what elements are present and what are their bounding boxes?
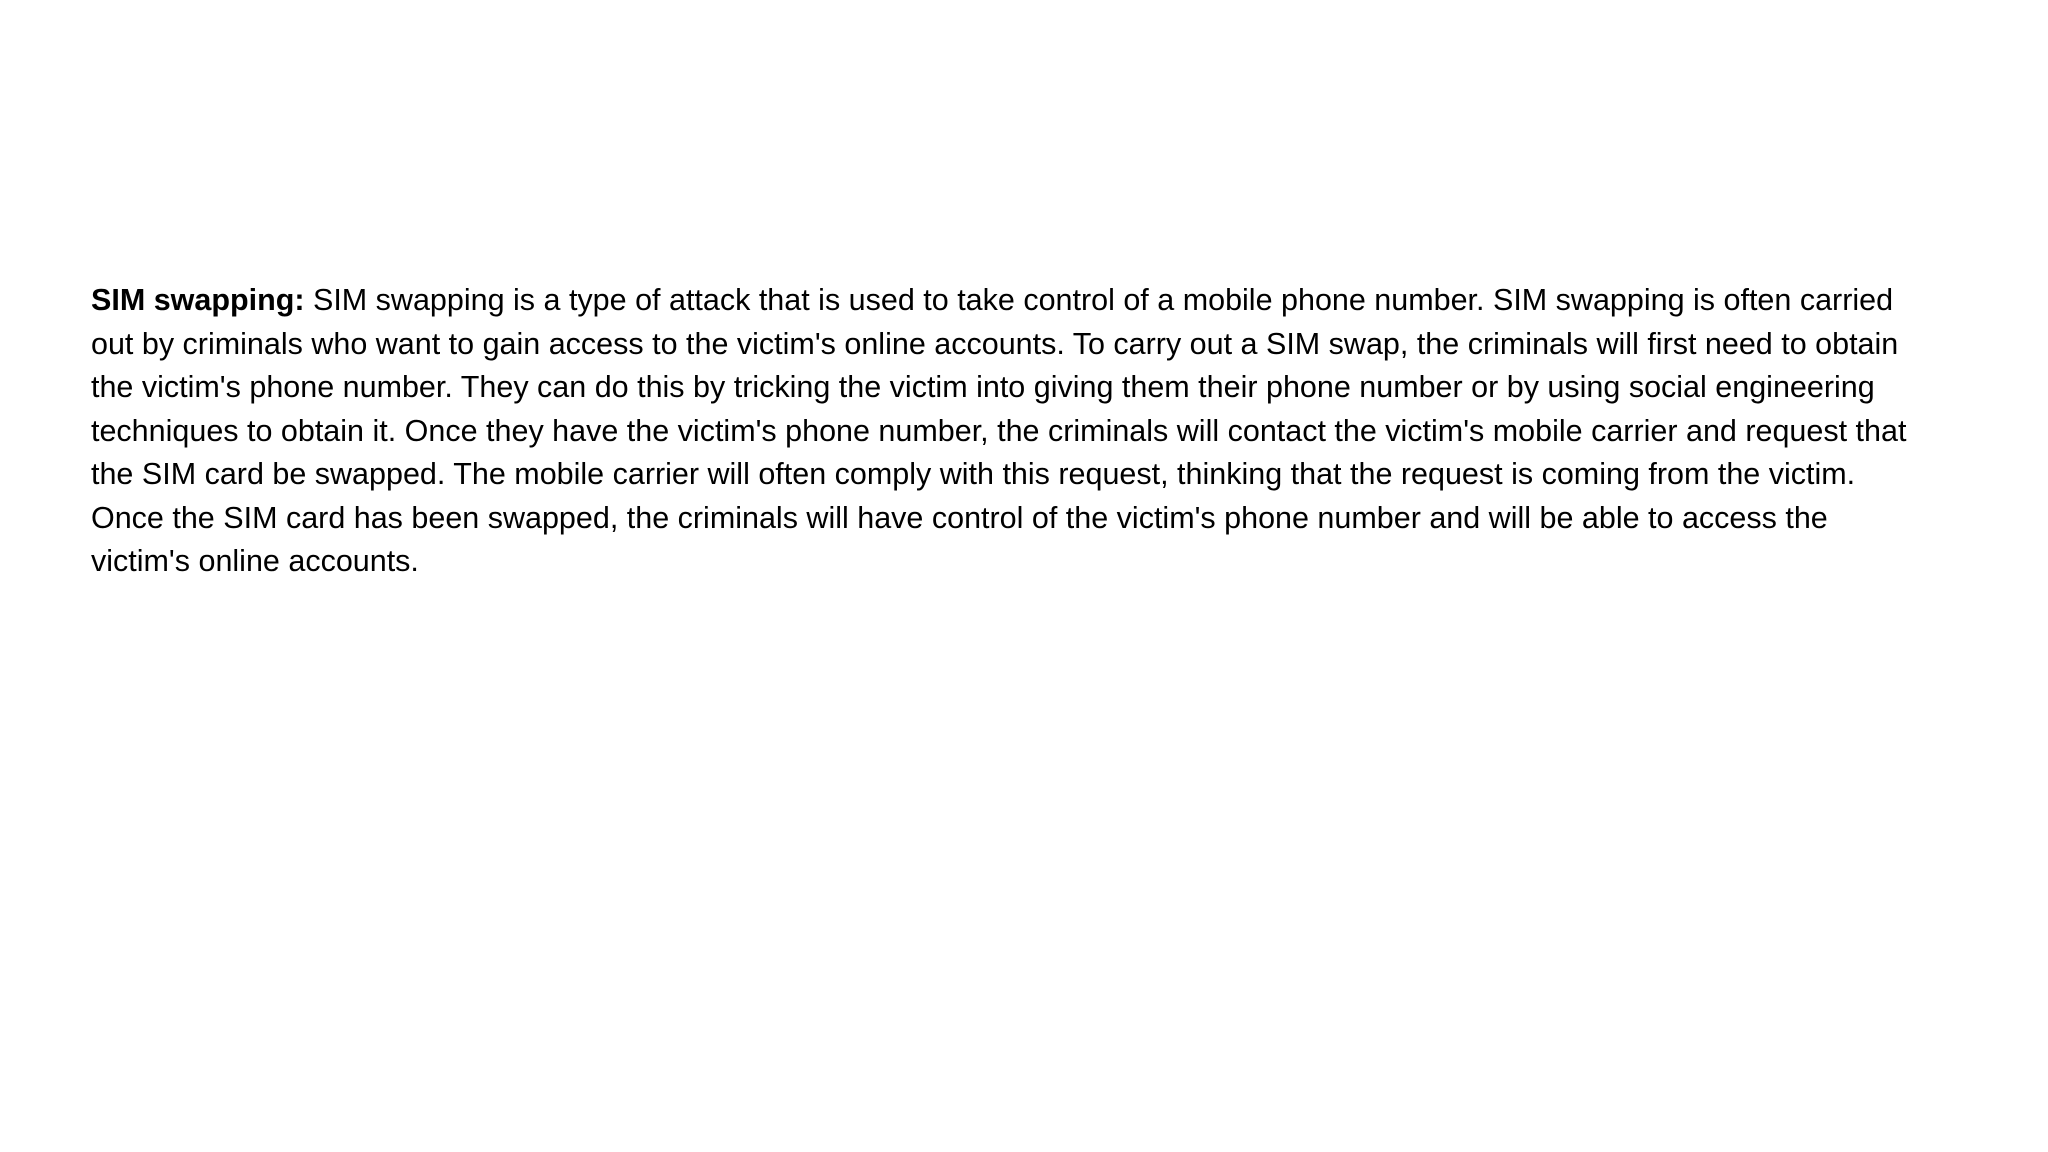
paragraph-line: SIM swapping is a type of attack that is used to take control of a mobile phone number. SIM swapping is often carried bbox=[312, 283, 1894, 317]
sim-swapping-paragraph bbox=[91, 279, 2011, 584]
paragraph-line: techniques to obtain it. Once they have the victim's phone number, the criminals will contact the victim's mobile carrier and request that bbox=[91, 413, 1907, 448]
paragraph-line: the victim's phone number. They can do this by tricking the victim into giving them their phone number or by using social engineering bbox=[91, 370, 1875, 404]
paragraph-line: victim's online accounts. bbox=[91, 544, 419, 578]
paragraph-line: the SIM card be swapped. The mobile carrier will often comply with this request, thinking that the request is coming from the victim. bbox=[91, 457, 1856, 491]
paragraph-line: Once the SIM card has been swapped, the criminals will have control of the victim's phone number and will be able to access the bbox=[91, 500, 1828, 535]
paragraph-line: out by criminals who want to gain access to the victim's online accounts. To carry out a SIM swap, the criminals will first need to obtain bbox=[91, 326, 1899, 361]
term-heading: SIM swapping: bbox=[91, 283, 305, 317]
